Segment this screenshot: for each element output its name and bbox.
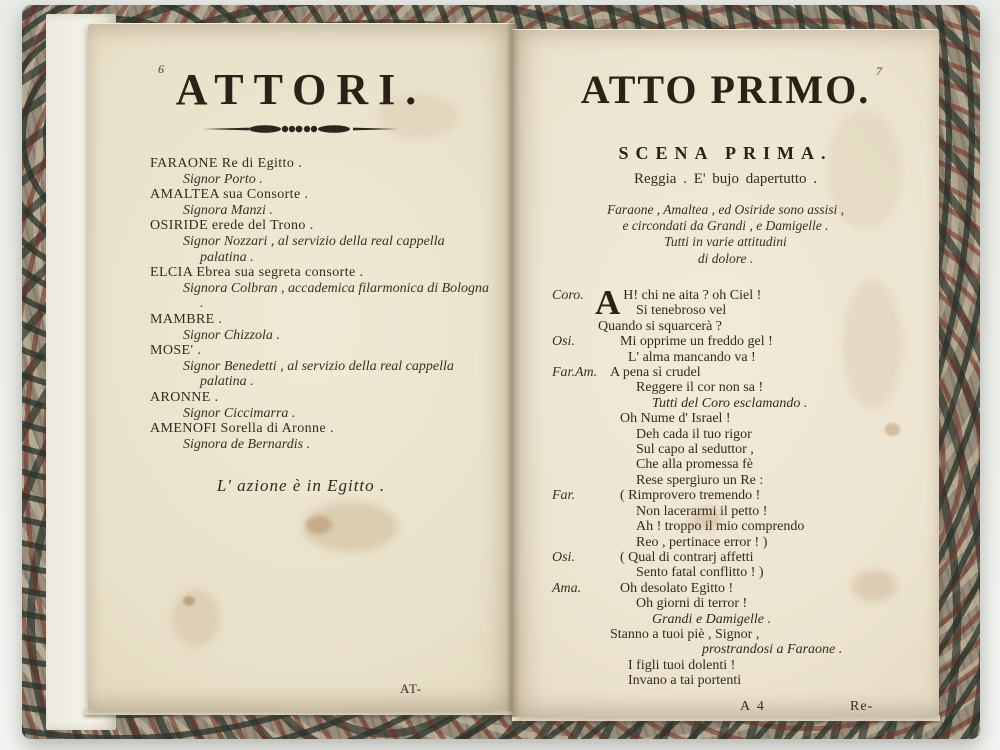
verse-line: Far.Am. A pena sì crudel	[552, 365, 701, 381]
cast-role: AMALTEA sua Consorte .	[150, 187, 309, 203]
drop-cap: A	[595, 283, 621, 322]
verse-line: prostrandosi a Faraone .	[702, 642, 843, 658]
verse-line: Tutti del Coro esclamando .	[652, 395, 808, 411]
stage-direction-line: di dolore .	[697, 250, 754, 266]
cast-performer: Signor Chizzola .	[183, 327, 280, 343]
signature-mark: A 4	[740, 699, 766, 714]
verse-line: Far. ( Rimprovero tremendo !	[552, 488, 761, 504]
action-location-note: L' azione è in Egitto .	[216, 476, 386, 495]
verse-line: Non lacerarmi il petto !	[636, 503, 768, 519]
verse-line: Grandi e Damigelle .	[652, 611, 771, 627]
stage-direction-line: Tutti in varie attitudini	[664, 234, 787, 250]
paper-stain	[306, 516, 332, 534]
speaker-label: Osi.	[552, 549, 575, 565]
verse-line: L' alma mancando va !	[628, 349, 756, 365]
act-title: ATTO PRIMO.	[580, 67, 871, 112]
verse-line: Osi. ( Qual di contrarj affetti	[552, 549, 754, 565]
cast-role: MAMBRE .	[150, 311, 223, 327]
cast-role: ARONNE .	[150, 389, 219, 405]
cast-entry	[150, 343, 494, 390]
cast-entry	[150, 421, 494, 452]
verse-line: Reggere il cor non sa !	[636, 380, 764, 396]
cast-entry	[150, 390, 494, 421]
right-page-number: 7	[876, 64, 882, 78]
stage-direction-line: Faraone , Amaltea , ed Osiride sono assisi ,	[606, 202, 845, 217]
verse-block	[552, 283, 934, 689]
paper-stain	[172, 589, 220, 647]
verse-line: Oh giorni di terror !	[636, 596, 748, 612]
cast-performer: Signor Ciccimarra .	[183, 405, 296, 421]
speaker-label: Far.	[552, 488, 575, 504]
verse-line: Ah ! troppo il mio comprendo	[636, 519, 805, 535]
cast-entry	[150, 187, 494, 218]
cast-list-title: ATTORI.	[175, 65, 427, 114]
ornament-divider-icon	[88, 122, 514, 141]
speaker-label: Ama.	[552, 580, 582, 596]
cast-role: OSIRIDE erede del Trono .	[150, 218, 314, 234]
verse-line: Sento fatal conflitto ! )	[636, 565, 764, 581]
catchword-right: Re-	[850, 699, 874, 714]
verse-line: Che alla promessa fè	[636, 457, 754, 473]
verse-line: Reo , pertinace error ! )	[636, 534, 768, 550]
cast-role: MOSE' .	[150, 343, 202, 359]
verse-line: Si tenebroso vel	[636, 303, 727, 319]
verse-line: Stanno a tuoi piè , Signor ,	[610, 626, 760, 642]
paper-stain	[183, 596, 195, 606]
open-book	[22, 5, 980, 739]
stage-direction-line: e circondati da Grandi , e Damigelle .	[622, 218, 829, 234]
cast-performer: Signora de Bernardis .	[183, 436, 311, 452]
left-page-number: 6	[158, 62, 164, 76]
verse-line: Oh Nume d' Israel !	[620, 411, 731, 427]
cast-list	[150, 156, 494, 452]
speaker-label: Coro.	[552, 288, 584, 303]
cast-entry	[150, 265, 494, 312]
speaker-label: Far.Am.	[552, 365, 598, 381]
cast-performer: Signora Manzi .	[183, 202, 273, 218]
right-page	[512, 29, 939, 717]
cast-role: FARAONE Re di Egitto .	[150, 156, 303, 171]
stage-direction	[512, 202, 939, 267]
verse-line: Sul capo al seduttor ,	[636, 442, 754, 458]
verse-line: Deh cada il tuo rigor	[636, 426, 752, 442]
catchword-left: AT-	[400, 681, 423, 696]
paper-stain	[303, 502, 398, 552]
cast-performer: Signor Porto .	[183, 171, 263, 187]
verse-line: I figli tuoi dolenti !	[628, 657, 736, 673]
cast-entry	[150, 312, 494, 343]
verse-line: Ama. Oh desolato Egitto !	[552, 580, 734, 596]
verse-line: Coro. H! chi ne aita ? oh Ciel !	[552, 288, 762, 303]
verse-line: Rese spergiuro un Re :	[636, 472, 764, 488]
verse-line: Invano a tai portenti	[628, 673, 742, 689]
cast-performer: Signor Nozzari , al servizio della real cappella palatina .	[183, 233, 445, 265]
verse-line: Osi. Mi opprime un freddo gel !	[552, 334, 773, 350]
setting-line: Reggia . E' bujo dapertutto .	[633, 171, 818, 187]
book-gutter-shadow	[506, 23, 520, 717]
cast-entry	[150, 218, 494, 265]
cast-role: ELCIA Ebrea sua segreta consorte .	[150, 265, 364, 281]
scene-heading: SCENA PRIMA.	[618, 143, 833, 163]
cast-entry	[150, 156, 494, 187]
cast-role: AMENOFI Sorella di Aronne .	[150, 421, 334, 437]
speaker-label: Osi.	[552, 334, 575, 350]
left-page	[88, 23, 514, 711]
verse-line: Quando si squarcerà ?	[598, 318, 723, 334]
cast-performer: Signora Colbran , accademica filarmonica di Bologna .	[183, 280, 490, 312]
cast-performer: Signor Benedetti , al servizio della real cappella palatina .	[183, 358, 454, 390]
